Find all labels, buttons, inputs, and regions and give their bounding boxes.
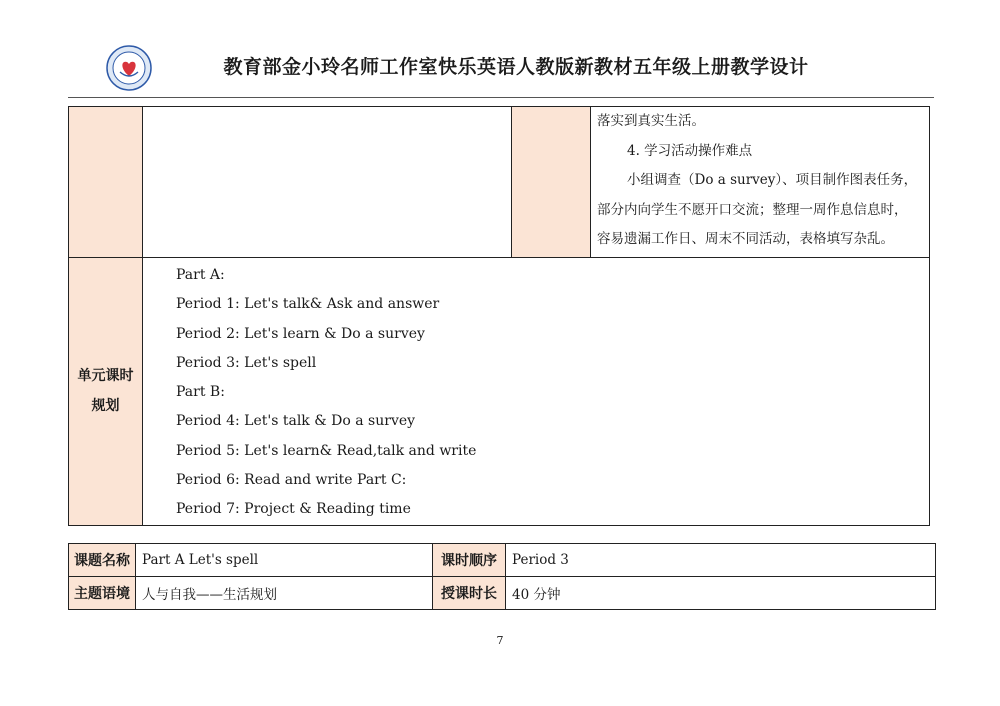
period-list bbox=[143, 258, 930, 526]
document-title: 教育部金小玲名师工作室快乐英语人教版新教材五年级上册教学设计 bbox=[223, 56, 809, 78]
text-line: 落实到真实生活。 bbox=[597, 113, 705, 129]
period-item: Period 1: Let's talk& Ask and answer bbox=[176, 296, 440, 313]
text-line: 4. 学习活动操作难点 bbox=[627, 142, 753, 159]
lesson-info-table bbox=[68, 543, 936, 610]
period-item: Part A: bbox=[176, 267, 225, 283]
activity-difficulty-cell bbox=[591, 107, 930, 258]
period-item: Period 4: Let's talk & Do a survey bbox=[176, 413, 416, 430]
text-line: 部分内向学生不愿开口交流；整理一周作息信息时， bbox=[597, 201, 908, 218]
topic-value: Part A Let's spell bbox=[136, 544, 433, 577]
period-item: Period 7: Project & Reading time bbox=[176, 501, 411, 518]
period-item: Period 5: Let's learn& Read,talk and write bbox=[176, 442, 477, 459]
order-value: Period 3 bbox=[506, 544, 936, 577]
empty-content-cell bbox=[143, 107, 512, 258]
header-divider bbox=[68, 97, 934, 98]
duration-value: 40 分钟 bbox=[506, 577, 936, 610]
continuation-row bbox=[69, 107, 930, 258]
period-item: Period 3: Let's spell bbox=[176, 354, 317, 371]
lesson-info-row bbox=[69, 544, 936, 577]
period-item: Period 2: Let's learn & Do a survey bbox=[176, 325, 425, 342]
period-item: Part B: bbox=[176, 384, 225, 401]
teaching-plan-table bbox=[68, 106, 930, 526]
theme-label: 主题语境 bbox=[69, 577, 136, 610]
page-number: 7 bbox=[496, 634, 504, 647]
text-line: 容易遗漏工作日、周末不同活动，表格填写杂乱。 bbox=[597, 231, 894, 247]
label-cell-shaded bbox=[512, 107, 591, 258]
label-cell-shaded bbox=[69, 107, 143, 258]
duration-label: 授课时长 bbox=[433, 577, 506, 610]
order-label: 课时顺序 bbox=[433, 544, 506, 577]
theme-value: 人与自我——生活规划 bbox=[136, 577, 433, 610]
unit-plan-label: 单元课时 规划 bbox=[69, 258, 143, 526]
unit-plan-row bbox=[69, 258, 930, 526]
text-line: 小组调查（Do a survey）、项目制作图表任务， bbox=[627, 172, 918, 188]
lesson-info-row bbox=[69, 577, 936, 610]
period-item: Period 6: Read and write Part C: bbox=[176, 472, 407, 489]
topic-label: 课题名称 bbox=[69, 544, 136, 577]
